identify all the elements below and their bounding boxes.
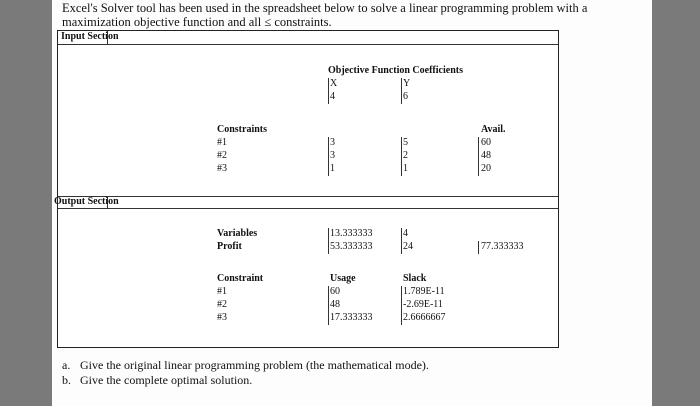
constraint-x-coef: 3 xyxy=(330,137,335,148)
variables-label: Variables xyxy=(217,228,258,239)
slack-value: 1.789E-11 xyxy=(403,286,445,297)
grid-line xyxy=(58,44,558,45)
input-section-title: Input Section xyxy=(61,31,119,42)
profit-x: 53.333333 xyxy=(330,241,373,252)
constraint-row-label: #3 xyxy=(217,163,227,174)
slack-value: 2.6666667 xyxy=(403,312,446,323)
constraint-y-coef: 1 xyxy=(403,163,408,174)
profit-total: 77.333333 xyxy=(481,241,524,252)
constraint-avail: 20 xyxy=(481,163,491,174)
usage-header: Usage xyxy=(330,273,356,284)
var-x-header: X xyxy=(330,78,338,89)
spreadsheet xyxy=(54,30,559,348)
output-row-label: #2 xyxy=(217,299,227,310)
question-a-text: Give the original linear programming problem (the mathematical mode). xyxy=(80,358,429,372)
grid-line xyxy=(401,286,402,325)
constraint-header: Constraint xyxy=(217,273,264,284)
constraint-y-coef: 5 xyxy=(403,137,408,148)
question-a-marker: a. xyxy=(62,358,71,372)
profit-y: 24 xyxy=(403,241,413,252)
grid-line xyxy=(58,208,558,209)
grid-line xyxy=(328,78,329,104)
var-y-value: 4 xyxy=(403,228,408,239)
profit-label: Profit xyxy=(217,241,242,252)
constraint-row-label: #2 xyxy=(217,150,227,161)
grid-line xyxy=(401,137,402,176)
intro-line-2: maximization objective function and all ≤ constraints. xyxy=(62,15,332,29)
question-b-marker: b. xyxy=(62,373,71,387)
constraint-row-label: #1 xyxy=(217,137,227,148)
usage-value: 60 xyxy=(330,286,340,297)
constraint-avail: 60 xyxy=(481,137,491,148)
usage-value: 17.333333 xyxy=(330,312,373,323)
output-row-label: #1 xyxy=(217,286,227,297)
output-row-label: #3 xyxy=(217,312,227,323)
grid-line xyxy=(58,196,558,197)
var-y-header: Y xyxy=(403,78,411,89)
avail-header: Avail. xyxy=(481,124,506,135)
coef-x: 4 xyxy=(330,91,335,102)
grid-line xyxy=(328,137,329,176)
grid-line xyxy=(478,137,479,176)
document-page xyxy=(52,0,652,406)
grid-line xyxy=(401,228,402,254)
intro-line-1: Excel's Solver tool has been used in the spreadsheet below to solve a linear programming problem with a xyxy=(62,1,588,15)
grid-line xyxy=(401,78,402,104)
usage-value: 48 xyxy=(330,299,340,310)
question-b-text: Give the complete optimal solution. xyxy=(80,373,253,387)
constraint-avail: 48 xyxy=(481,150,491,161)
constraints-header: Constraints xyxy=(217,124,268,135)
grid-line xyxy=(328,286,329,325)
grid-line xyxy=(478,241,479,254)
constraint-x-coef: 3 xyxy=(330,150,335,161)
slack-header: Slack xyxy=(403,273,427,284)
slack-value: -2.69E-11 xyxy=(403,299,443,310)
grid-line xyxy=(328,228,329,254)
output-section-title: Output Section xyxy=(54,196,119,207)
constraint-x-coef: 1 xyxy=(330,163,335,174)
var-x-value: 13.333333 xyxy=(330,228,373,239)
objective-header: Objective Function Coefficients xyxy=(328,65,463,76)
constraint-y-coef: 2 xyxy=(403,150,408,161)
coef-y: 6 xyxy=(403,91,408,102)
